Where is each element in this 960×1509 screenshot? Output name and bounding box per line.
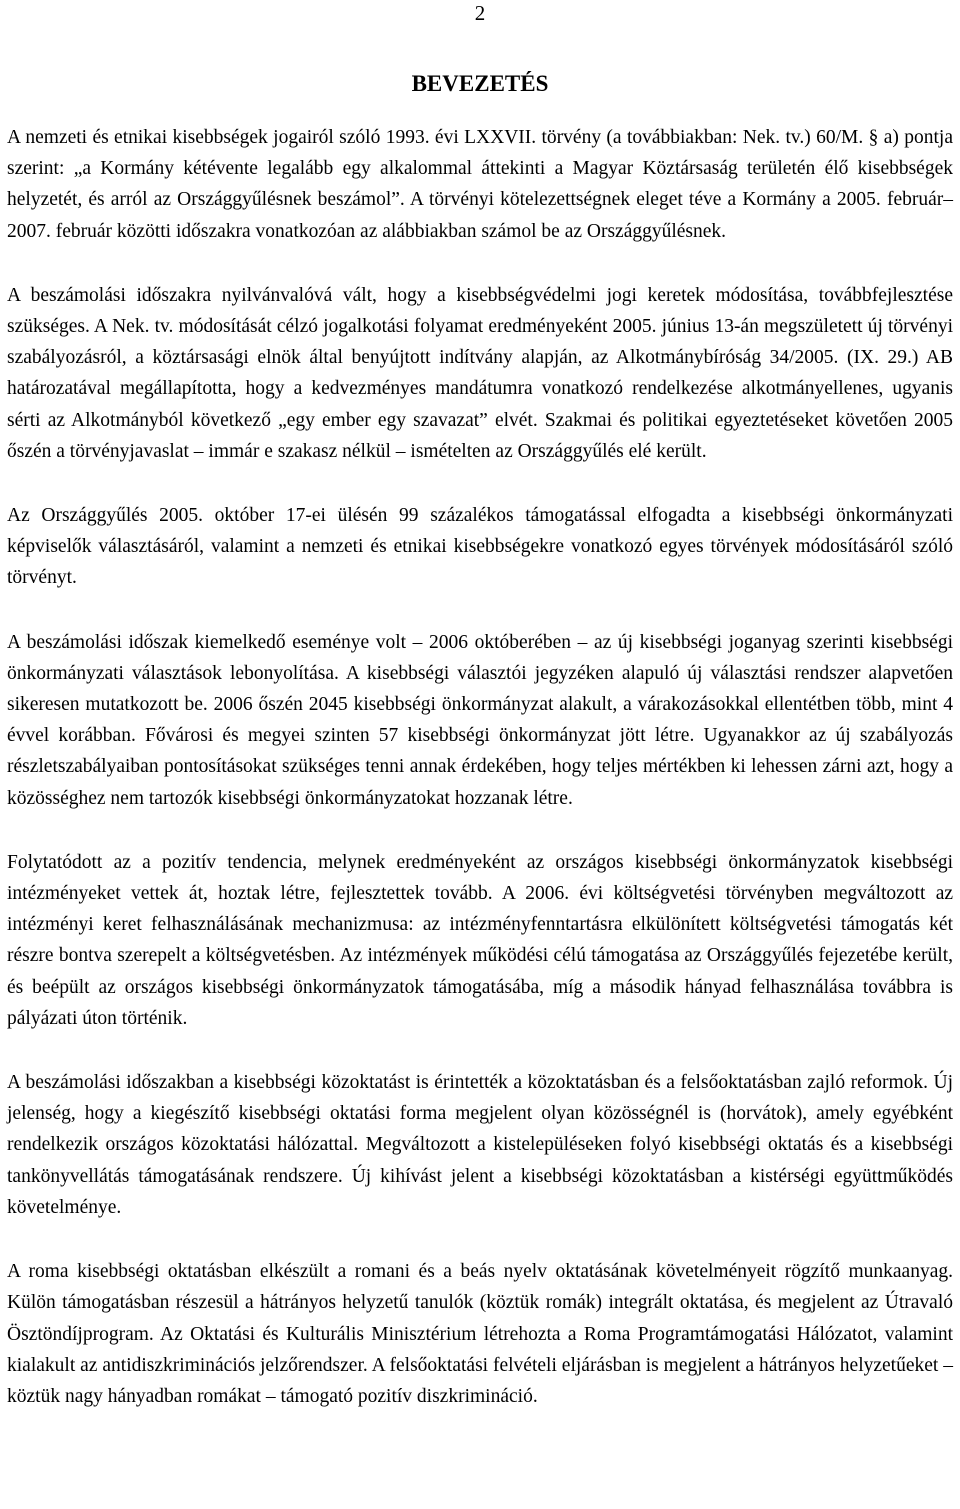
paragraph-parliament-vote: Az Országgyűlés 2005. október 17-ei ülésén 99 százalékos támogatással elfogadta a kisebbségi önkormányzati képviselők választásáról, valamint a nemzeti és etnikai kisebbségekre vonatkozó egyes törvények módosításáról szóló törvényt. [7, 505, 953, 589]
paragraph-legal-framework: A beszámolási időszakra nyilvánvalóvá vált, hogy a kisebbségvédelmi jogi keretek módosítása, továbbfejlesztése szükséges. A Nek. tv. módosítását célzó jogalkotási folyamat eredményeként 2005. június 13-án megszületett új törvényi szabályozásról, a köztársasági elnök által benyújtott indítvány alapján, az Alkotmánybíróság 34/2005. (IX. 29.) AB határozatával megállapította, hogy a kedvezményes mandátumra vonatkozó rendelkezése alkotmányellenes, ugyanis sérti az Alkotmányból következő „egy ember egy szavazat” elvét. Szakmai és politikai egyeztetéseket követően 2005 őszén a törvényjavaslat – immár e szakasz nélkül – ismételten az Országgyűlés elé került. [7, 284, 953, 462]
paragraph-roma-education: A roma kisebbségi oktatásban elkészült a romani és a beás nyelv oktatásának követelményeit rögzítő munkaanyag. Külön támogatásban részesül a hátrányos helyzetű tanulók (köztük romák) integrált oktatása, és megjelent az Útravaló Ösztöndíjprogram. Az Oktatási és Kulturális Minisztérium létrehozta a Roma Programtámogatási Hálózatot, valamint kialakult az antidiszkriminációs jelzőrendszer. A felsőoktatási felvételi eljárásban is megjelent a hátrányos helyzetűeket – köztük nagy hányadban romákat – támogató pozitív diszkrimináció. [7, 1261, 953, 1407]
page-number: 2 [474, 1, 486, 25]
paragraph-institutions: Folytatódott az a pozitív tendencia, melynek eredményeként az országos kisebbségi önkormányzatok kisebbségi intézményeket vettek át, hoztak létre, fejlesztettek tovább. A 2006. évi költségvetési törvényben megváltozott az intézményi keret felhasználásának mechanizmusa: az intézményfenntartásra elkülönített költségvetési támogatás két részre bontva szerepelt a költségvetésben. Az intézmények működési célú támogatása az Országgyűlés fejezetébe került, és beépült az országos kisebbségi önkormányzatok támogatásába, míg a második hányad felhasználása továbbra is pályázati úton történik. [7, 851, 953, 1029]
paragraph-intro: A nemzeti és etnikai kisebbségek jogairól szóló 1993. évi LXXVII. törvény (a továbbiakban: Nek. tv.) 60/M. § a) pontja szerint: „a Kormány kétévente legalább egy alkalommal áttekinti a Magyar Köztársaság területén élő kisebbségek helyzetét, és arról az Országgyűlésnek beszámol”. A törvényi kötelezettségnek eleget téve a Kormány a 2005. február–2007. február közötti időszakra vonatkozóan az alábbiakban számol be az Országgyűlésnek. [7, 127, 953, 242]
page-title: BEVEZETÉS [411, 71, 549, 96]
paragraph-elections: A beszámolási időszak kiemelkedő eseménye volt – 2006 októberében – az új kisebbségi joganyag szerinti kisebbségi önkormányzati választások lebonyolítása. A kisebbségi választói jegyzéken alapuló új választási rendszer alapvetően sikeresen mutatkozott be. 2006 őszén 2045 kisebbségi önkormányzat alakult, a várakozásokkal ellentétben több, mint 4 évvel korábban. Fővárosi és megyei szinten 57 kisebbségi önkormányzat jött létre. Ugyanakkor az új szabályozás részletszabályaiban pontosításokat szükséges tenni annak érdekében, hogy teljes mértékben ki lehessen zárni azt, hogy a közösséghez nem tartozók kisebbségi önkormányzatokat hozzanak létre. [7, 631, 953, 809]
paragraph-education: A beszámolási időszakban a kisebbségi közoktatást is érintették a közoktatásban és a felsőoktatásban zajló reformok. Új jelenség, hogy a kiegészítő kisebbségi oktatási forma megjelent olyan közösségnél is (horvátok), amely egyébként rendelkezik országos közoktatási hálózattal. Megváltozott a kistelepüléseken folyó kisebbségi oktatás és a kisebbségi tankönyvellátás támogatásának rendszere. Új kihívást jelent a kisebbségi közoktatásban a kistérségi együttműködés követelménye. [7, 1072, 953, 1218]
document-body [7, 122, 953, 1445]
